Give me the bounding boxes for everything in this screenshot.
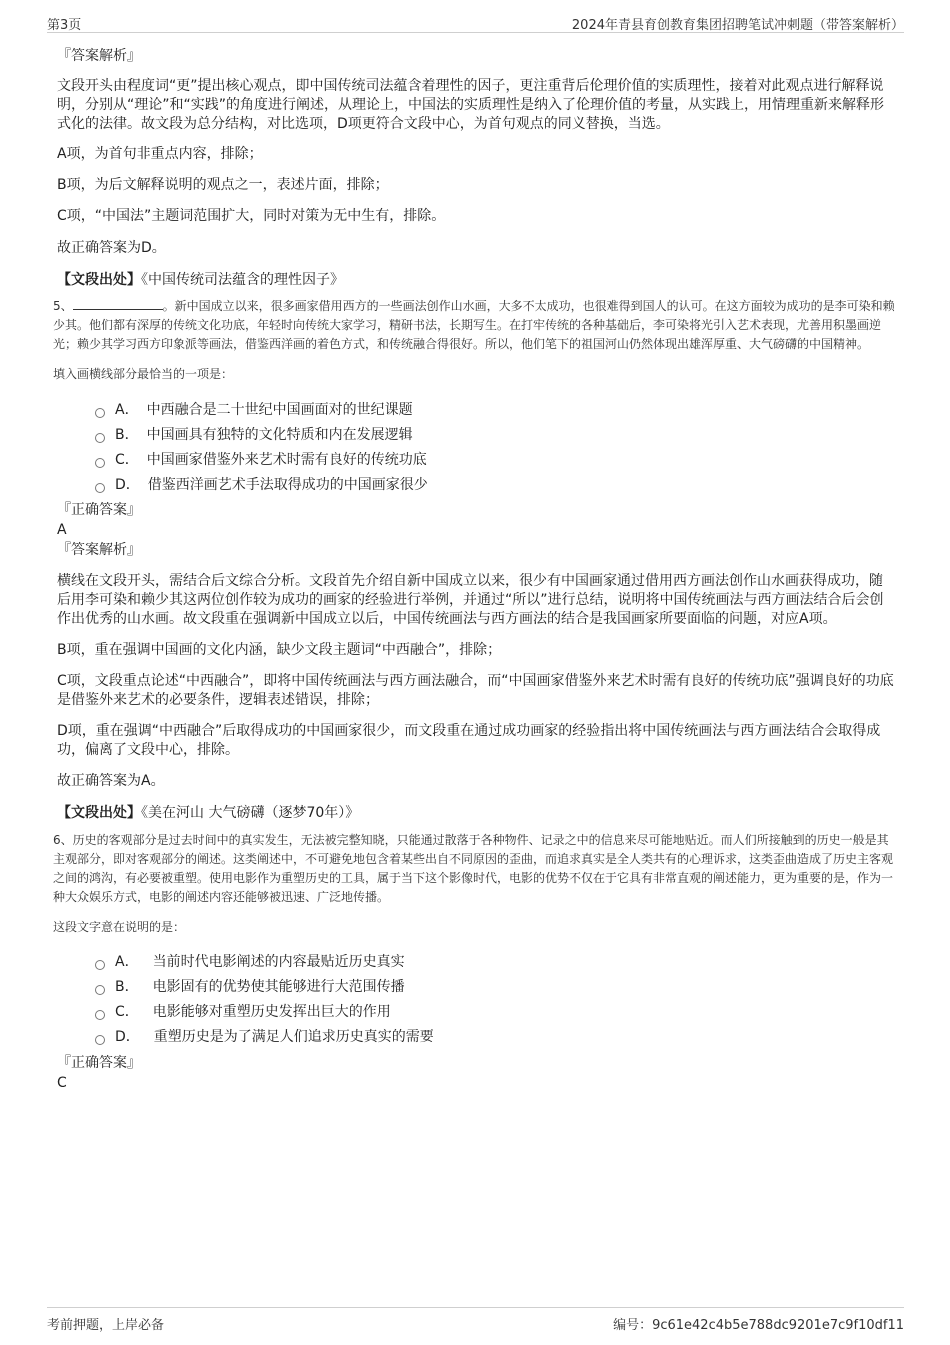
document-title: 2024年青县育创教育集团招聘笔试冲刺题（带答案解析）	[571, 18, 904, 33]
radio-icon[interactable]	[95, 408, 105, 418]
question-6-options	[57, 950, 895, 1050]
question-number: 5、	[53, 299, 73, 313]
source-title: 《美在河山 大气磅礴（逐梦70年）》	[141, 805, 360, 821]
question-5-stem	[53, 297, 895, 354]
document-code	[613, 1314, 904, 1333]
analysis-option-b: B项，重在强调中国画的文化内涵，缺少文段主题词“中西融合”，排除；	[57, 642, 502, 658]
analysis-paragraph: 文段开头由程度词“更”提出核心观点，即中国传统司法蕴含着理性的因子，更注重背后伦理价值的实质理性，接着对此观点进行解释说明，分别从“理论”和“实践”的角度进行阐述，从理论上，中国法的实质理性是纳入了伦理价值的考量，从实践上，用情理重新来解释形式化的法律。故文段为总分结构，对比选项，D项更符合文段中心，为首句观点的同义替换，当选。	[57, 78, 885, 132]
option-d[interactable]: D． 借鉴西洋画艺术手法取得成功的中国画家很少	[95, 473, 895, 498]
page-header	[47, 12, 904, 33]
analysis-option-c: C项，文段重点论述“中西融合”，即将中国传统画法与西方画法融合，而“中国画家借鉴外来艺术时需有良好的传统功底”强调良好的功底是借鉴外来艺术的必要条件，逻辑表述错误，排除；	[57, 673, 894, 708]
question-prompt: 填入画横线部分最恰当的一项是：	[53, 367, 234, 381]
option-c[interactable]: C． 中国画家借鉴外来艺术时需有良好的传统功底	[95, 448, 895, 473]
radio-icon[interactable]	[95, 1010, 105, 1020]
correct-answer-conclusion: 故正确答案为D。	[57, 240, 166, 256]
code-label: 编号：	[613, 1318, 653, 1333]
source-label: 【文段出处】	[57, 805, 141, 821]
option-b[interactable]: B． 中国画具有独特的文化特质和内在发展逻辑	[95, 423, 895, 448]
answer-analysis-label: 『答案解析』	[57, 48, 141, 64]
code-value: 9c61e42c4b5e788dc9201e7c9f10df11	[652, 1318, 904, 1333]
question-5-options	[57, 398, 895, 498]
source-label: 【文段出处】	[57, 272, 141, 288]
analysis-option-a: A项，为首句非重点内容，排除；	[57, 146, 263, 162]
radio-icon[interactable]	[95, 433, 105, 443]
analysis-paragraph: 横线在文段开头，需结合后文综合分析。文段首先介绍自新中国成立以来，很少有中国画家通过借用西方画法创作山水画获得成功，随后用李可染和赖少其这两位创作较为成功的画家的经验进行举例，并通过“所以”进行总结，说明将中国传统画法与西方画法结合后会创作出优秀的山水画。故文段重在强调新中国成立以后，中国传统画法与西方画法的结合是我国画家所要面临的问题，对应A项。	[57, 573, 884, 627]
radio-icon[interactable]	[95, 985, 105, 995]
radio-icon[interactable]	[95, 960, 105, 970]
correct-answer-label: 『正确答案』	[57, 1055, 141, 1071]
fill-blank	[73, 297, 163, 310]
answer-analysis-label: 『答案解析』	[57, 542, 141, 558]
question-prompt: 这段文字意在说明的是：	[53, 920, 186, 934]
radio-icon[interactable]	[95, 458, 105, 468]
page-number: 第3页	[47, 18, 82, 33]
analysis-option-d: D项，重在强调“中西融合”后取得成功的中国画家很少，而文段重在通过成功画家的经验指出将中国传统画法与西方画法结合会取得成功，偏离了文段中心，排除。	[57, 723, 881, 758]
radio-icon[interactable]	[95, 1035, 105, 1045]
option-c[interactable]: C． 电影能够对重塑历史发挥出巨大的作用	[95, 1000, 895, 1025]
source-line	[57, 271, 895, 290]
option-a[interactable]: A． 中西融合是二十世纪中国画面对的世纪课题	[95, 398, 895, 423]
question-text: 。新中国成立以来，很多画家借用西方的一些画法创作山水画，大多不太成功，也很难得到国人的认可。在这方面较为成功的是李可染和赖少其。他们都有深厚的传统文化功底，年轻时向传统大家学习，精研书法，长期写生。在打牢传统的各种基础后，李可染将光引入艺术表现，尤善用积墨画逆光；赖少其学习西方印象派等画法，借鉴西洋画的着色方式，和传统融合得很好。所以，他们笔下的祖国河山仍然体现出雄浑厚重、大气磅礴的中国精神。	[53, 299, 895, 351]
analysis-option-c: C项，“中国法”主题词范围扩大，同时对策为无中生有，排除。	[57, 208, 446, 224]
question-6-stem: 6、历史的客观部分是过去时间中的真实发生，无法被完整知晓，只能通过散落于各种物件、记录之中的信息来尽可能地贴近。而人们所接触到的历史一般是其主观部分，即对客观部分的阐述。这类阐述中，不可避免地包含着某些出自不同原因的歪曲，而追求真实是全人类共有的心理诉求，这类歪曲造成了历史主客观之间的鸿沟，有必要被重塑。使用电影作为重塑历史的工具，属于当下这个影像时代，电影的优势不仅在于它具有非常直观的阐述能力，更为重要的是，作为一种大众娱乐方式，电影的阐述内容还能够被迅速、广泛地传播。	[53, 833, 894, 904]
correct-answer-conclusion: 故正确答案为A。	[57, 773, 165, 789]
option-b[interactable]: B． 电影固有的优势使其能够进行大范围传播	[95, 975, 895, 1000]
analysis-option-b: B项，为后文解释说明的观点之一，表述片面，排除；	[57, 177, 389, 193]
correct-answer-label: 『正确答案』	[57, 502, 141, 518]
page-content	[53, 42, 895, 1093]
correct-answer: C	[57, 1075, 67, 1091]
page-footer	[47, 1307, 904, 1334]
option-d[interactable]: D． 重塑历史是为了满足人们追求历史真实的需要	[95, 1025, 895, 1050]
source-title: 《中国传统司法蕴含的理性因子》	[141, 272, 344, 288]
correct-answer: A	[57, 522, 67, 538]
source-line	[57, 804, 895, 823]
radio-icon[interactable]	[95, 483, 105, 493]
footer-slogan: 考前押题，上岸必备	[47, 1318, 165, 1333]
option-a[interactable]: A． 当前时代电影阐述的内容最贴近历史真实	[95, 950, 895, 975]
